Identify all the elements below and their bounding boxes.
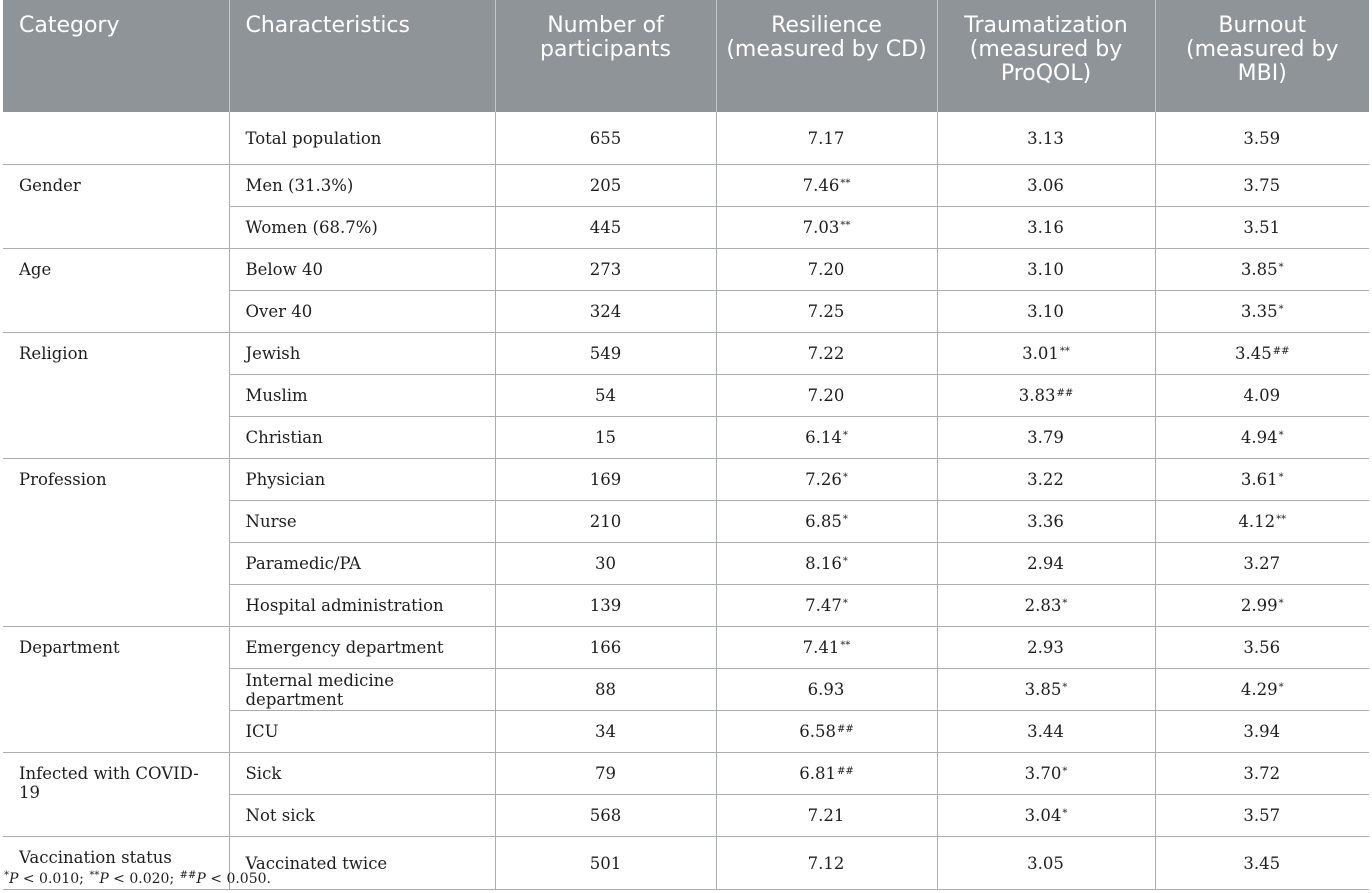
- resilience-cell-value: 6.85: [805, 512, 842, 531]
- characteristic-cell: Internal medicine department: [229, 669, 495, 711]
- resilience-cell-value: 8.16: [805, 554, 842, 573]
- burnout-cell-value: 2.99: [1240, 596, 1278, 615]
- header-characteristics: Characteristics: [229, 0, 495, 112]
- header-resilience: Resilience (measured by CD): [716, 0, 937, 112]
- characteristic-cell: Paramedic/PA: [229, 543, 495, 585]
- burnout-cell: [1155, 459, 1369, 501]
- resilience-cell: [716, 417, 937, 459]
- characteristic-cell: Jewish: [229, 333, 495, 375]
- resilience-cell: [716, 112, 937, 165]
- resilience-cell-value: 7.03: [802, 218, 840, 237]
- burnout-cell-value: 3.45: [1234, 344, 1272, 363]
- footnote-text-2: < 0.020;: [108, 871, 179, 887]
- characteristic-cell: ICU: [229, 711, 495, 753]
- resilience-cell-value: 6.93: [807, 680, 845, 699]
- characteristic-cell: Muslim: [229, 375, 495, 417]
- resilience-cell-value: 7.25: [807, 302, 845, 321]
- traumatization-cell: [937, 543, 1155, 585]
- burnout-cell-value: 3.56: [1243, 638, 1281, 657]
- burnout-cell-value: 3.27: [1243, 554, 1281, 573]
- resilience-cell: [716, 333, 937, 375]
- footnote-mark-3: ##: [179, 870, 197, 881]
- traumatization-cell-significance: *: [1062, 598, 1068, 609]
- participants-cell: 205: [495, 165, 716, 207]
- participants-cell: 166: [495, 627, 716, 669]
- traumatization-cell: [937, 669, 1155, 711]
- participants-cell: 54: [495, 375, 716, 417]
- traumatization-cell: [937, 837, 1155, 890]
- burnout-cell-significance: *: [1278, 430, 1284, 441]
- traumatization-cell: [937, 501, 1155, 543]
- resilience-cell-significance: **: [840, 640, 851, 651]
- characteristic-cell: Women (68.7%): [229, 207, 495, 249]
- burnout-cell-significance: *: [1278, 472, 1284, 483]
- table-row: [3, 249, 1369, 291]
- resilience-cell: [716, 501, 937, 543]
- characteristic-cell: Sick: [229, 753, 495, 795]
- traumatization-cell-value: 3.05: [1027, 853, 1064, 873]
- category-cell: [3, 112, 229, 165]
- traumatization-cell: [937, 375, 1155, 417]
- burnout-cell-value: 3.51: [1243, 218, 1281, 237]
- traumatization-cell: [937, 112, 1155, 165]
- characteristic-cell: Physician: [229, 459, 495, 501]
- traumatization-cell: [937, 333, 1155, 375]
- results-table: [3, 0, 1369, 890]
- traumatization-cell-significance: ##: [1056, 388, 1074, 399]
- resilience-cell-significance: *: [842, 598, 848, 609]
- significance-footnote: [3, 871, 271, 887]
- characteristic-cell: Christian: [229, 417, 495, 459]
- traumatization-cell-value: 2.94: [1027, 554, 1064, 573]
- traumatization-cell: [937, 207, 1155, 249]
- burnout-cell-significance: *: [1278, 682, 1284, 693]
- table-row: [3, 459, 1369, 501]
- burnout-cell: [1155, 375, 1369, 417]
- resilience-cell-significance: *: [842, 514, 848, 525]
- participants-cell: 88: [495, 669, 716, 711]
- traumatization-cell-significance: *: [1062, 766, 1068, 777]
- resilience-cell: [716, 585, 937, 627]
- burnout-cell: [1155, 249, 1369, 291]
- traumatization-cell-significance: *: [1062, 808, 1068, 819]
- participants-cell: 273: [495, 249, 716, 291]
- footnote-text-1: < 0.010;: [18, 871, 89, 887]
- characteristic-cell: Hospital administration: [229, 585, 495, 627]
- characteristic-cell: Emergency department: [229, 627, 495, 669]
- burnout-cell-value: 3.94: [1243, 722, 1281, 741]
- traumatization-cell-value: 3.16: [1027, 218, 1064, 237]
- characteristic-cell: Below 40: [229, 249, 495, 291]
- resilience-cell-significance: ##: [836, 724, 854, 735]
- burnout-cell: [1155, 669, 1369, 711]
- traumatization-cell-value: 3.79: [1027, 428, 1064, 447]
- traumatization-cell-value: 3.22: [1027, 470, 1064, 489]
- burnout-cell: [1155, 417, 1369, 459]
- resilience-cell: [716, 627, 937, 669]
- traumatization-cell-significance: **: [1059, 346, 1070, 357]
- traumatization-cell: [937, 753, 1155, 795]
- participants-cell: 79: [495, 753, 716, 795]
- participants-cell: 568: [495, 795, 716, 837]
- footnote-p-1: P: [9, 871, 19, 887]
- footnote-p-3: P: [196, 871, 206, 887]
- burnout-cell-significance: *: [1278, 262, 1284, 273]
- participants-cell: 34: [495, 711, 716, 753]
- burnout-cell-value: 3.59: [1243, 128, 1281, 148]
- burnout-cell: [1155, 585, 1369, 627]
- traumatization-cell-value: 3.83: [1018, 386, 1056, 405]
- table-body: [3, 112, 1369, 890]
- table-row: [3, 753, 1369, 795]
- burnout-cell-value: 4.29: [1240, 680, 1278, 699]
- burnout-cell-value: 4.12: [1238, 512, 1276, 531]
- burnout-cell-significance: *: [1278, 304, 1284, 315]
- resilience-cell-value: 7.20: [807, 260, 845, 279]
- resilience-cell-significance: **: [840, 220, 851, 231]
- traumatization-cell-value: 3.85: [1024, 680, 1062, 699]
- burnout-cell-value: 3.75: [1243, 176, 1281, 195]
- footnote-text-3: < 0.050.: [205, 871, 271, 887]
- resilience-cell-value: 7.21: [807, 806, 845, 825]
- burnout-cell-significance: **: [1276, 514, 1287, 525]
- burnout-cell: [1155, 711, 1369, 753]
- participants-cell: 324: [495, 291, 716, 333]
- traumatization-cell-significance: *: [1062, 682, 1068, 693]
- burnout-cell: [1155, 112, 1369, 165]
- characteristic-cell: Men (31.3%): [229, 165, 495, 207]
- resilience-cell-value: 7.41: [802, 638, 840, 657]
- participants-cell: 139: [495, 585, 716, 627]
- traumatization-cell: [937, 627, 1155, 669]
- traumatization-cell-value: 3.44: [1027, 722, 1064, 741]
- participants-cell: 549: [495, 333, 716, 375]
- burnout-cell: [1155, 627, 1369, 669]
- category-cell: Vaccination status: [3, 837, 229, 890]
- traumatization-cell-value: 3.70: [1024, 764, 1062, 783]
- resilience-cell-value: 7.17: [807, 128, 845, 148]
- resilience-cell-significance: *: [842, 472, 848, 483]
- resilience-cell: [716, 795, 937, 837]
- characteristic-cell: Total population: [229, 112, 495, 165]
- resilience-cell: [716, 249, 937, 291]
- burnout-cell: [1155, 291, 1369, 333]
- traumatization-cell: [937, 585, 1155, 627]
- resilience-cell-significance: **: [840, 178, 851, 189]
- resilience-cell-value: 7.46: [802, 176, 840, 195]
- burnout-cell: [1155, 165, 1369, 207]
- traumatization-cell-value: 3.36: [1027, 512, 1064, 531]
- header-participants: Number of participants: [495, 0, 716, 112]
- participants-cell: 169: [495, 459, 716, 501]
- burnout-cell-significance: *: [1278, 598, 1284, 609]
- traumatization-cell: [937, 459, 1155, 501]
- footnote-mark-2: **: [89, 870, 100, 881]
- traumatization-cell-value: 3.10: [1027, 302, 1064, 321]
- traumatization-cell: [937, 795, 1155, 837]
- characteristic-cell: Vaccinated twice: [229, 837, 495, 890]
- characteristic-cell: Nurse: [229, 501, 495, 543]
- burnout-cell-value: 3.45: [1243, 853, 1281, 873]
- burnout-cell: [1155, 795, 1369, 837]
- traumatization-cell: [937, 291, 1155, 333]
- burnout-cell-value: 3.61: [1240, 470, 1278, 489]
- footnote-mark-1: *: [4, 870, 9, 881]
- resilience-cell-value: 6.14: [805, 428, 842, 447]
- traumatization-cell-value: 3.04: [1024, 806, 1062, 825]
- table-row: [3, 333, 1369, 375]
- resilience-cell-value: 7.22: [807, 344, 845, 363]
- characteristic-cell: Over 40: [229, 291, 495, 333]
- participants-cell: 445: [495, 207, 716, 249]
- header-traumatization: Traumatization (measured by ProQOL): [937, 0, 1155, 112]
- burnout-cell: [1155, 501, 1369, 543]
- resilience-cell: [716, 669, 937, 711]
- traumatization-cell: [937, 711, 1155, 753]
- resilience-cell-value: 7.20: [807, 386, 845, 405]
- burnout-cell: [1155, 207, 1369, 249]
- table-row: [3, 165, 1369, 207]
- burnout-cell-value: 4.94: [1240, 428, 1278, 447]
- category-cell: Religion: [3, 333, 229, 459]
- category-cell: Profession: [3, 459, 229, 627]
- header-category: Category: [3, 0, 229, 112]
- traumatization-cell: [937, 249, 1155, 291]
- results-table-container: [3, 0, 1369, 890]
- participants-cell: 15: [495, 417, 716, 459]
- burnout-cell: [1155, 543, 1369, 585]
- resilience-cell: [716, 165, 937, 207]
- resilience-cell-value: 7.12: [807, 853, 845, 873]
- resilience-cell: [716, 543, 937, 585]
- traumatization-cell: [937, 417, 1155, 459]
- traumatization-cell: [937, 165, 1155, 207]
- burnout-cell: [1155, 837, 1369, 890]
- resilience-cell-value: 6.81: [799, 764, 836, 783]
- traumatization-cell-value: 3.01: [1022, 344, 1059, 363]
- traumatization-cell-value: 2.93: [1027, 638, 1064, 657]
- resilience-cell-significance: *: [842, 556, 848, 567]
- burnout-cell-value: 3.35: [1240, 302, 1278, 321]
- table-row: [3, 627, 1369, 669]
- category-cell: Infected with COVID-19: [3, 753, 229, 837]
- resilience-cell: [716, 375, 937, 417]
- traumatization-cell-value: 3.13: [1027, 128, 1064, 148]
- traumatization-cell-value: 3.06: [1027, 176, 1064, 195]
- traumatization-cell-value: 3.10: [1027, 260, 1064, 279]
- table-row: [3, 112, 1369, 165]
- resilience-cell: [716, 711, 937, 753]
- header-burnout: Burnout (measured by MBI): [1155, 0, 1369, 112]
- resilience-cell: [716, 459, 937, 501]
- resilience-cell: [716, 207, 937, 249]
- header-row: [3, 0, 1369, 112]
- resilience-cell: [716, 291, 937, 333]
- participants-cell: 501: [495, 837, 716, 890]
- participants-cell: 210: [495, 501, 716, 543]
- resilience-cell-significance: *: [842, 430, 848, 441]
- category-cell: Gender: [3, 165, 229, 249]
- burnout-cell-value: 3.85: [1240, 260, 1278, 279]
- category-cell: Department: [3, 627, 229, 753]
- burnout-cell-significance: ##: [1272, 346, 1290, 357]
- traumatization-cell-value: 2.83: [1024, 596, 1062, 615]
- burnout-cell-value: 4.09: [1243, 386, 1281, 405]
- resilience-cell-value: 7.26: [805, 470, 842, 489]
- burnout-cell-value: 3.72: [1243, 764, 1281, 783]
- resilience-cell-value: 6.58: [799, 722, 836, 741]
- participants-cell: 30: [495, 543, 716, 585]
- footnote-p-2: P: [99, 871, 109, 887]
- resilience-cell-value: 7.47: [805, 596, 842, 615]
- resilience-cell-significance: ##: [836, 766, 854, 777]
- burnout-cell-value: 3.57: [1243, 806, 1281, 825]
- resilience-cell: [716, 753, 937, 795]
- participants-cell: 655: [495, 112, 716, 165]
- characteristic-cell: Not sick: [229, 795, 495, 837]
- resilience-cell: [716, 837, 937, 890]
- burnout-cell: [1155, 753, 1369, 795]
- burnout-cell: [1155, 333, 1369, 375]
- category-cell: Age: [3, 249, 229, 333]
